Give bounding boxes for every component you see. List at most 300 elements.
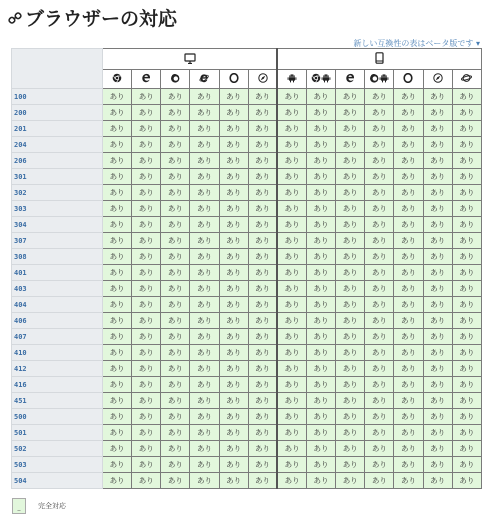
support-cell-chrome-android[interactable]: あり bbox=[306, 345, 335, 361]
support-cell-webview-android[interactable]: あり bbox=[277, 137, 306, 153]
support-cell-safari[interactable]: あり bbox=[248, 345, 277, 361]
support-cell-firefox-android[interactable]: あり bbox=[365, 249, 394, 265]
support-cell-safari[interactable]: あり bbox=[248, 281, 277, 297]
support-cell-opera-android[interactable]: あり bbox=[394, 137, 423, 153]
support-cell-webview-android[interactable]: あり bbox=[277, 121, 306, 137]
support-cell-safari-ios[interactable]: あり bbox=[423, 89, 452, 105]
status-code-link[interactable]: 201 bbox=[12, 121, 103, 137]
support-cell-edge-mobile[interactable]: あり bbox=[336, 377, 365, 393]
support-cell-safari-ios[interactable]: あり bbox=[423, 457, 452, 473]
support-cell-safari-ios[interactable]: あり bbox=[423, 409, 452, 425]
support-cell-edge[interactable]: あり bbox=[132, 121, 161, 137]
support-cell-webview-android[interactable]: あり bbox=[277, 105, 306, 121]
support-cell-opera[interactable]: あり bbox=[219, 217, 248, 233]
status-code-link[interactable]: 308 bbox=[12, 249, 103, 265]
support-cell-edge[interactable]: あり bbox=[132, 281, 161, 297]
support-cell-opera-android[interactable]: あり bbox=[394, 441, 423, 457]
support-cell-edge[interactable]: あり bbox=[132, 89, 161, 105]
status-code-link[interactable]: 416 bbox=[12, 377, 103, 393]
support-cell-chrome[interactable]: あり bbox=[103, 457, 132, 473]
support-cell-safari[interactable]: あり bbox=[248, 185, 277, 201]
support-cell-ie[interactable]: あり bbox=[190, 281, 219, 297]
support-cell-ie[interactable]: あり bbox=[190, 441, 219, 457]
support-cell-firefox[interactable]: あり bbox=[161, 217, 190, 233]
support-cell-opera[interactable]: あり bbox=[219, 473, 248, 489]
support-cell-edge[interactable]: あり bbox=[132, 441, 161, 457]
support-cell-webview-android[interactable]: あり bbox=[277, 345, 306, 361]
support-cell-firefox-android[interactable]: あり bbox=[365, 121, 394, 137]
support-cell-samsung-internet[interactable]: あり bbox=[452, 249, 481, 265]
support-cell-edge-mobile[interactable]: あり bbox=[336, 201, 365, 217]
support-cell-edge-mobile[interactable]: あり bbox=[336, 185, 365, 201]
support-cell-edge[interactable]: あり bbox=[132, 137, 161, 153]
support-cell-firefox-android[interactable]: あり bbox=[365, 329, 394, 345]
support-cell-opera-android[interactable]: あり bbox=[394, 361, 423, 377]
support-cell-safari-ios[interactable]: あり bbox=[423, 329, 452, 345]
support-cell-firefox-android[interactable]: あり bbox=[365, 425, 394, 441]
support-cell-firefox-android[interactable]: あり bbox=[365, 201, 394, 217]
support-cell-opera-android[interactable]: あり bbox=[394, 89, 423, 105]
support-cell-safari[interactable]: あり bbox=[248, 121, 277, 137]
support-cell-chrome[interactable]: あり bbox=[103, 105, 132, 121]
support-cell-ie[interactable]: あり bbox=[190, 297, 219, 313]
support-cell-opera[interactable]: あり bbox=[219, 457, 248, 473]
support-cell-edge-mobile[interactable]: あり bbox=[336, 169, 365, 185]
support-cell-chrome-android[interactable]: あり bbox=[306, 233, 335, 249]
support-cell-safari-ios[interactable]: あり bbox=[423, 137, 452, 153]
status-code-link[interactable]: 406 bbox=[12, 313, 103, 329]
support-cell-firefox[interactable]: あり bbox=[161, 361, 190, 377]
support-cell-samsung-internet[interactable]: あり bbox=[452, 313, 481, 329]
support-cell-edge-mobile[interactable]: あり bbox=[336, 265, 365, 281]
support-cell-chrome[interactable]: あり bbox=[103, 409, 132, 425]
support-cell-ie[interactable]: あり bbox=[190, 313, 219, 329]
support-cell-samsung-internet[interactable]: あり bbox=[452, 201, 481, 217]
support-cell-edge-mobile[interactable]: あり bbox=[336, 153, 365, 169]
support-cell-opera-android[interactable]: あり bbox=[394, 313, 423, 329]
support-cell-webview-android[interactable]: あり bbox=[277, 233, 306, 249]
support-cell-chrome[interactable]: あり bbox=[103, 281, 132, 297]
support-cell-edge-mobile[interactable]: あり bbox=[336, 361, 365, 377]
support-cell-chrome-android[interactable]: あり bbox=[306, 361, 335, 377]
support-cell-edge[interactable]: あり bbox=[132, 313, 161, 329]
support-cell-samsung-internet[interactable]: あり bbox=[452, 233, 481, 249]
support-cell-ie[interactable]: あり bbox=[190, 457, 219, 473]
support-cell-samsung-internet[interactable]: あり bbox=[452, 457, 481, 473]
support-cell-chrome-android[interactable]: あり bbox=[306, 121, 335, 137]
support-cell-firefox-android[interactable]: あり bbox=[365, 105, 394, 121]
support-cell-edge[interactable]: あり bbox=[132, 409, 161, 425]
support-cell-firefox[interactable]: あり bbox=[161, 473, 190, 489]
status-code-link[interactable]: 303 bbox=[12, 201, 103, 217]
support-cell-opera[interactable]: あり bbox=[219, 313, 248, 329]
support-cell-firefox[interactable]: あり bbox=[161, 425, 190, 441]
status-code-link[interactable]: 301 bbox=[12, 169, 103, 185]
support-cell-safari-ios[interactable]: あり bbox=[423, 473, 452, 489]
support-cell-ie[interactable]: あり bbox=[190, 265, 219, 281]
support-cell-edge-mobile[interactable]: あり bbox=[336, 297, 365, 313]
support-cell-firefox[interactable]: あり bbox=[161, 153, 190, 169]
support-cell-edge[interactable]: あり bbox=[132, 153, 161, 169]
support-cell-firefox[interactable]: あり bbox=[161, 409, 190, 425]
support-cell-chrome-android[interactable]: あり bbox=[306, 153, 335, 169]
support-cell-firefox[interactable]: あり bbox=[161, 121, 190, 137]
support-cell-opera[interactable]: あり bbox=[219, 153, 248, 169]
support-cell-firefox[interactable]: あり bbox=[161, 249, 190, 265]
status-code-link[interactable]: 410 bbox=[12, 345, 103, 361]
support-cell-opera[interactable]: あり bbox=[219, 361, 248, 377]
support-cell-chrome[interactable]: あり bbox=[103, 345, 132, 361]
support-cell-webview-android[interactable]: あり bbox=[277, 153, 306, 169]
support-cell-opera[interactable]: あり bbox=[219, 249, 248, 265]
support-cell-firefox-android[interactable]: あり bbox=[365, 441, 394, 457]
support-cell-webview-android[interactable]: あり bbox=[277, 185, 306, 201]
support-cell-chrome[interactable]: あり bbox=[103, 297, 132, 313]
support-cell-safari[interactable]: あり bbox=[248, 265, 277, 281]
support-cell-safari[interactable]: あり bbox=[248, 393, 277, 409]
support-cell-samsung-internet[interactable]: あり bbox=[452, 137, 481, 153]
support-cell-samsung-internet[interactable]: あり bbox=[452, 441, 481, 457]
support-cell-firefox-android[interactable]: あり bbox=[365, 153, 394, 169]
support-cell-opera-android[interactable]: あり bbox=[394, 281, 423, 297]
support-cell-chrome-android[interactable]: あり bbox=[306, 249, 335, 265]
support-cell-opera-android[interactable]: あり bbox=[394, 473, 423, 489]
support-cell-edge[interactable]: あり bbox=[132, 249, 161, 265]
support-cell-chrome-android[interactable]: あり bbox=[306, 313, 335, 329]
support-cell-opera[interactable]: あり bbox=[219, 345, 248, 361]
support-cell-safari[interactable]: あり bbox=[248, 169, 277, 185]
support-cell-firefox[interactable]: あり bbox=[161, 393, 190, 409]
support-cell-safari-ios[interactable]: あり bbox=[423, 297, 452, 313]
support-cell-firefox[interactable]: あり bbox=[161, 377, 190, 393]
support-cell-edge[interactable]: あり bbox=[132, 473, 161, 489]
support-cell-safari-ios[interactable]: あり bbox=[423, 185, 452, 201]
support-cell-edge-mobile[interactable]: あり bbox=[336, 329, 365, 345]
support-cell-firefox-android[interactable]: あり bbox=[365, 169, 394, 185]
support-cell-webview-android[interactable]: あり bbox=[277, 457, 306, 473]
support-cell-firefox-android[interactable]: あり bbox=[365, 409, 394, 425]
support-cell-ie[interactable]: あり bbox=[190, 89, 219, 105]
support-cell-safari-ios[interactable]: あり bbox=[423, 377, 452, 393]
support-cell-edge-mobile[interactable]: あり bbox=[336, 393, 365, 409]
support-cell-chrome-android[interactable]: あり bbox=[306, 297, 335, 313]
support-cell-edge[interactable]: あり bbox=[132, 377, 161, 393]
support-cell-safari-ios[interactable]: あり bbox=[423, 441, 452, 457]
support-cell-opera[interactable]: あり bbox=[219, 169, 248, 185]
support-cell-safari[interactable]: あり bbox=[248, 249, 277, 265]
support-cell-chrome-android[interactable]: あり bbox=[306, 281, 335, 297]
support-cell-safari[interactable]: あり bbox=[248, 137, 277, 153]
support-cell-opera-android[interactable]: あり bbox=[394, 297, 423, 313]
support-cell-safari[interactable]: あり bbox=[248, 361, 277, 377]
support-cell-opera[interactable]: あり bbox=[219, 409, 248, 425]
support-cell-webview-android[interactable]: あり bbox=[277, 89, 306, 105]
status-code-link[interactable]: 502 bbox=[12, 441, 103, 457]
support-cell-edge-mobile[interactable]: あり bbox=[336, 281, 365, 297]
support-cell-webview-android[interactable]: あり bbox=[277, 393, 306, 409]
support-cell-firefox-android[interactable]: あり bbox=[365, 137, 394, 153]
support-cell-samsung-internet[interactable]: あり bbox=[452, 105, 481, 121]
support-cell-chrome[interactable]: あり bbox=[103, 153, 132, 169]
support-cell-edge-mobile[interactable]: あり bbox=[336, 457, 365, 473]
support-cell-webview-android[interactable]: あり bbox=[277, 249, 306, 265]
support-cell-firefox[interactable]: あり bbox=[161, 345, 190, 361]
support-cell-edge[interactable]: あり bbox=[132, 457, 161, 473]
support-cell-firefox-android[interactable]: あり bbox=[365, 217, 394, 233]
support-cell-webview-android[interactable]: あり bbox=[277, 409, 306, 425]
support-cell-firefox[interactable]: あり bbox=[161, 185, 190, 201]
support-cell-opera[interactable]: あり bbox=[219, 201, 248, 217]
status-code-link[interactable]: 403 bbox=[12, 281, 103, 297]
support-cell-samsung-internet[interactable]: あり bbox=[452, 265, 481, 281]
support-cell-ie[interactable]: あり bbox=[190, 329, 219, 345]
support-cell-webview-android[interactable]: あり bbox=[277, 217, 306, 233]
support-cell-samsung-internet[interactable]: あり bbox=[452, 377, 481, 393]
support-cell-samsung-internet[interactable]: あり bbox=[452, 121, 481, 137]
support-cell-chrome[interactable]: あり bbox=[103, 217, 132, 233]
support-cell-edge[interactable]: あり bbox=[132, 393, 161, 409]
support-cell-opera-android[interactable]: あり bbox=[394, 409, 423, 425]
support-cell-ie[interactable]: あり bbox=[190, 153, 219, 169]
support-cell-samsung-internet[interactable]: あり bbox=[452, 297, 481, 313]
support-cell-opera[interactable]: あり bbox=[219, 233, 248, 249]
support-cell-webview-android[interactable]: あり bbox=[277, 441, 306, 457]
support-cell-chrome[interactable]: あり bbox=[103, 393, 132, 409]
support-cell-chrome[interactable]: あり bbox=[103, 185, 132, 201]
support-cell-chrome-android[interactable]: あり bbox=[306, 377, 335, 393]
support-cell-edge-mobile[interactable]: あり bbox=[336, 121, 365, 137]
support-cell-chrome[interactable]: あり bbox=[103, 425, 132, 441]
support-cell-samsung-internet[interactable]: あり bbox=[452, 89, 481, 105]
support-cell-opera-android[interactable]: あり bbox=[394, 185, 423, 201]
support-cell-safari-ios[interactable]: あり bbox=[423, 281, 452, 297]
support-cell-safari-ios[interactable]: あり bbox=[423, 425, 452, 441]
support-cell-safari[interactable]: あり bbox=[248, 297, 277, 313]
support-cell-firefox[interactable]: あり bbox=[161, 105, 190, 121]
support-cell-firefox-android[interactable]: あり bbox=[365, 361, 394, 377]
support-cell-chrome[interactable]: あり bbox=[103, 201, 132, 217]
support-cell-edge[interactable]: あり bbox=[132, 297, 161, 313]
support-cell-firefox-android[interactable]: あり bbox=[365, 377, 394, 393]
support-cell-safari-ios[interactable]: あり bbox=[423, 217, 452, 233]
support-cell-chrome-android[interactable]: あり bbox=[306, 201, 335, 217]
support-cell-edge-mobile[interactable]: あり bbox=[336, 313, 365, 329]
support-cell-ie[interactable]: あり bbox=[190, 201, 219, 217]
support-cell-firefox-android[interactable]: あり bbox=[365, 89, 394, 105]
support-cell-chrome[interactable]: あり bbox=[103, 377, 132, 393]
support-cell-webview-android[interactable]: あり bbox=[277, 425, 306, 441]
support-cell-samsung-internet[interactable]: あり bbox=[452, 361, 481, 377]
support-cell-webview-android[interactable]: あり bbox=[277, 329, 306, 345]
support-cell-ie[interactable]: あり bbox=[190, 393, 219, 409]
support-cell-chrome-android[interactable]: あり bbox=[306, 329, 335, 345]
support-cell-samsung-internet[interactable]: あり bbox=[452, 409, 481, 425]
support-cell-chrome[interactable]: あり bbox=[103, 265, 132, 281]
support-cell-opera-android[interactable]: あり bbox=[394, 201, 423, 217]
support-cell-opera-android[interactable]: あり bbox=[394, 105, 423, 121]
support-cell-edge-mobile[interactable]: あり bbox=[336, 217, 365, 233]
support-cell-chrome-android[interactable]: あり bbox=[306, 425, 335, 441]
support-cell-edge-mobile[interactable]: あり bbox=[336, 473, 365, 489]
support-cell-chrome[interactable]: あり bbox=[103, 473, 132, 489]
support-cell-ie[interactable]: あり bbox=[190, 345, 219, 361]
link-icon[interactable] bbox=[8, 11, 22, 25]
support-cell-safari[interactable]: あり bbox=[248, 377, 277, 393]
status-code-link[interactable]: 500 bbox=[12, 409, 103, 425]
support-cell-samsung-internet[interactable]: あり bbox=[452, 185, 481, 201]
support-cell-opera[interactable]: あり bbox=[219, 441, 248, 457]
status-code-link[interactable]: 206 bbox=[12, 153, 103, 169]
support-cell-edge[interactable]: あり bbox=[132, 105, 161, 121]
support-cell-opera-android[interactable]: あり bbox=[394, 249, 423, 265]
status-code-link[interactable]: 302 bbox=[12, 185, 103, 201]
support-cell-chrome-android[interactable]: あり bbox=[306, 409, 335, 425]
support-cell-opera[interactable]: あり bbox=[219, 393, 248, 409]
status-code-link[interactable]: 401 bbox=[12, 265, 103, 281]
support-cell-firefox-android[interactable]: あり bbox=[365, 297, 394, 313]
support-cell-ie[interactable]: あり bbox=[190, 121, 219, 137]
support-cell-ie[interactable]: あり bbox=[190, 425, 219, 441]
support-cell-safari[interactable]: あり bbox=[248, 313, 277, 329]
support-cell-opera[interactable]: あり bbox=[219, 281, 248, 297]
status-code-link[interactable]: 200 bbox=[12, 105, 103, 121]
support-cell-samsung-internet[interactable]: あり bbox=[452, 473, 481, 489]
support-cell-safari[interactable]: あり bbox=[248, 473, 277, 489]
support-cell-safari-ios[interactable]: あり bbox=[423, 169, 452, 185]
support-cell-edge-mobile[interactable]: あり bbox=[336, 425, 365, 441]
support-cell-opera-android[interactable]: あり bbox=[394, 425, 423, 441]
support-cell-opera[interactable]: あり bbox=[219, 121, 248, 137]
support-cell-edge[interactable]: あり bbox=[132, 345, 161, 361]
support-cell-firefox[interactable]: あり bbox=[161, 137, 190, 153]
support-cell-samsung-internet[interactable]: あり bbox=[452, 217, 481, 233]
status-code-link[interactable]: 304 bbox=[12, 217, 103, 233]
support-cell-edge-mobile[interactable]: あり bbox=[336, 89, 365, 105]
support-cell-opera[interactable]: あり bbox=[219, 297, 248, 313]
support-cell-chrome-android[interactable]: あり bbox=[306, 169, 335, 185]
support-cell-firefox[interactable]: あり bbox=[161, 329, 190, 345]
support-cell-firefox-android[interactable]: あり bbox=[365, 313, 394, 329]
support-cell-chrome[interactable]: あり bbox=[103, 329, 132, 345]
support-cell-edge[interactable]: あり bbox=[132, 185, 161, 201]
support-cell-chrome[interactable]: あり bbox=[103, 89, 132, 105]
support-cell-firefox[interactable]: あり bbox=[161, 201, 190, 217]
support-cell-ie[interactable]: あり bbox=[190, 185, 219, 201]
support-cell-firefox-android[interactable]: あり bbox=[365, 185, 394, 201]
support-cell-chrome[interactable]: あり bbox=[103, 121, 132, 137]
support-cell-firefox-android[interactable]: あり bbox=[365, 457, 394, 473]
support-cell-samsung-internet[interactable]: あり bbox=[452, 281, 481, 297]
support-cell-edge-mobile[interactable]: あり bbox=[336, 137, 365, 153]
support-cell-firefox[interactable]: あり bbox=[161, 233, 190, 249]
support-cell-chrome-android[interactable]: あり bbox=[306, 473, 335, 489]
support-cell-edge[interactable]: あり bbox=[132, 169, 161, 185]
support-cell-edge[interactable]: あり bbox=[132, 233, 161, 249]
support-cell-edge-mobile[interactable]: あり bbox=[336, 105, 365, 121]
support-cell-firefox[interactable]: あり bbox=[161, 457, 190, 473]
support-cell-firefox[interactable]: あり bbox=[161, 89, 190, 105]
support-cell-opera[interactable]: あり bbox=[219, 185, 248, 201]
support-cell-edge[interactable]: あり bbox=[132, 361, 161, 377]
support-cell-firefox[interactable]: あり bbox=[161, 265, 190, 281]
support-cell-edge[interactable]: あり bbox=[132, 265, 161, 281]
support-cell-edge-mobile[interactable]: あり bbox=[336, 441, 365, 457]
support-cell-firefox-android[interactable]: あり bbox=[365, 473, 394, 489]
support-cell-opera-android[interactable]: あり bbox=[394, 217, 423, 233]
support-cell-safari[interactable]: あり bbox=[248, 457, 277, 473]
support-cell-safari-ios[interactable]: あり bbox=[423, 233, 452, 249]
support-cell-safari[interactable]: あり bbox=[248, 201, 277, 217]
status-code-link[interactable]: 204 bbox=[12, 137, 103, 153]
support-cell-ie[interactable]: あり bbox=[190, 217, 219, 233]
support-cell-samsung-internet[interactable]: あり bbox=[452, 425, 481, 441]
support-cell-firefox-android[interactable]: あり bbox=[365, 281, 394, 297]
support-cell-ie[interactable]: あり bbox=[190, 249, 219, 265]
support-cell-chrome[interactable]: あり bbox=[103, 441, 132, 457]
support-cell-opera-android[interactable]: あり bbox=[394, 233, 423, 249]
status-code-link[interactable]: 407 bbox=[12, 329, 103, 345]
support-cell-opera[interactable]: あり bbox=[219, 377, 248, 393]
support-cell-safari-ios[interactable]: あり bbox=[423, 153, 452, 169]
support-cell-safari[interactable]: あり bbox=[248, 89, 277, 105]
support-cell-opera[interactable]: あり bbox=[219, 425, 248, 441]
support-cell-safari[interactable]: あり bbox=[248, 233, 277, 249]
support-cell-chrome[interactable]: あり bbox=[103, 361, 132, 377]
support-cell-webview-android[interactable]: あり bbox=[277, 265, 306, 281]
support-cell-chrome[interactable]: あり bbox=[103, 249, 132, 265]
support-cell-samsung-internet[interactable]: あり bbox=[452, 169, 481, 185]
status-code-link[interactable]: 451 bbox=[12, 393, 103, 409]
support-cell-opera-android[interactable]: あり bbox=[394, 345, 423, 361]
support-cell-edge-mobile[interactable]: あり bbox=[336, 233, 365, 249]
support-cell-safari[interactable]: あり bbox=[248, 409, 277, 425]
support-cell-webview-android[interactable]: あり bbox=[277, 313, 306, 329]
support-cell-chrome-android[interactable]: あり bbox=[306, 185, 335, 201]
support-cell-edge-mobile[interactable]: あり bbox=[336, 345, 365, 361]
support-cell-chrome-android[interactable]: あり bbox=[306, 441, 335, 457]
support-cell-safari-ios[interactable]: あり bbox=[423, 345, 452, 361]
support-cell-opera-android[interactable]: あり bbox=[394, 329, 423, 345]
support-cell-chrome-android[interactable]: あり bbox=[306, 137, 335, 153]
support-cell-edge[interactable]: あり bbox=[132, 201, 161, 217]
status-code-link[interactable]: 307 bbox=[12, 233, 103, 249]
support-cell-firefox[interactable]: あり bbox=[161, 297, 190, 313]
support-cell-ie[interactable]: あり bbox=[190, 377, 219, 393]
support-cell-webview-android[interactable]: あり bbox=[277, 169, 306, 185]
support-cell-samsung-internet[interactable]: あり bbox=[452, 329, 481, 345]
support-cell-opera[interactable]: あり bbox=[219, 105, 248, 121]
support-cell-opera-android[interactable]: あり bbox=[394, 457, 423, 473]
support-cell-firefox-android[interactable]: あり bbox=[365, 265, 394, 281]
status-code-link[interactable]: 412 bbox=[12, 361, 103, 377]
support-cell-chrome[interactable]: あり bbox=[103, 233, 132, 249]
support-cell-chrome[interactable]: あり bbox=[103, 137, 132, 153]
support-cell-safari-ios[interactable]: あり bbox=[423, 265, 452, 281]
beta-table-link[interactable]: 新しい互換性の表はベータ版です ▾ bbox=[353, 39, 480, 48]
status-code-link[interactable]: 100 bbox=[12, 89, 103, 105]
support-cell-safari[interactable]: あり bbox=[248, 425, 277, 441]
support-cell-edge[interactable]: あり bbox=[132, 425, 161, 441]
support-cell-chrome-android[interactable]: あり bbox=[306, 393, 335, 409]
support-cell-ie[interactable]: あり bbox=[190, 361, 219, 377]
support-cell-firefox-android[interactable]: あり bbox=[365, 345, 394, 361]
support-cell-ie[interactable]: あり bbox=[190, 105, 219, 121]
support-cell-safari-ios[interactable]: あり bbox=[423, 201, 452, 217]
support-cell-samsung-internet[interactable]: あり bbox=[452, 153, 481, 169]
support-cell-opera-android[interactable]: あり bbox=[394, 121, 423, 137]
support-cell-samsung-internet[interactable]: あり bbox=[452, 345, 481, 361]
support-cell-webview-android[interactable]: あり bbox=[277, 377, 306, 393]
